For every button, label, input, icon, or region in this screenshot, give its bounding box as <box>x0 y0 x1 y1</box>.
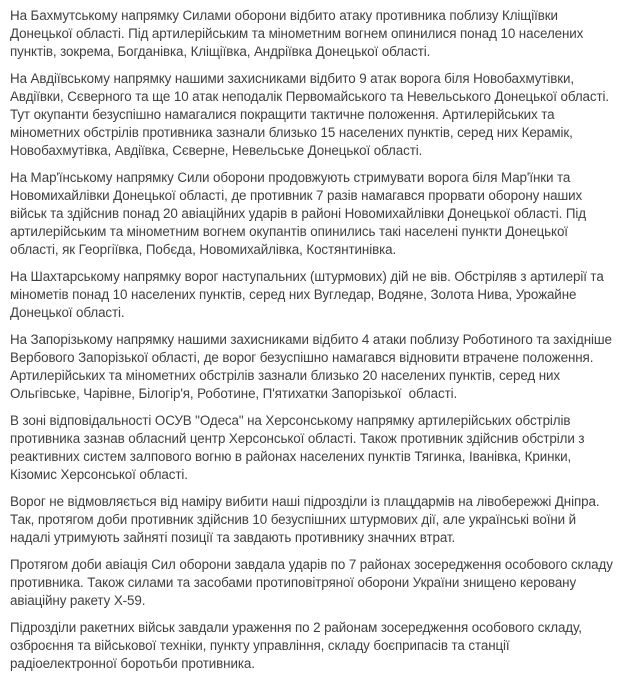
report-paragraph-dnipro-bridgeheads: Ворог не відмовляється від наміру вибити наші підрозділи із плацдармів на лівобережжі Дніпра. Так, протягом доби противник здійснив 10 безуспішних штурмових дії, але українські воїни й надалі утримують зайняті позиції та завдають противнику значних втрат. <box>10 494 604 545</box>
report-paragraph-kherson: В зоні відповідальності ОСУВ "Одеса" на Херсонському напрямку артилерійських обстрілів противника зазнав обласний центр Херсонської області. Також противник здійснив обстріли з реактивних систем залпового вогню в районах населених пунктів Тягинка, Іванівка, Кринки, Кізомис Херсонської області. <box>10 413 588 482</box>
report-paragraph-missile-forces: Підрозділи ракетних військ завдали ураження по 2 районам зосередження особового складу, озброєння та військової техніки, пункту управління, складу боєприпасів та станції радіоелектронної боротьби противника. <box>10 620 586 671</box>
report-paragraph-bakhmut: На Бахмутському напрямку Силами оборони відбито атаку противника поблизу Кліщіївки Донецької області. Під артилерійським та мінометним вогнем опинилися понад 10 населених пунктів, зокрема, Богданівка, Кліщіївка, Андріївка Донецької області. <box>10 8 587 59</box>
report-paragraph-zaporizhzhia: На Запорізькому напрямку нашими захисниками відбито 4 атаки поблизу Роботиного та західніше Вербового Запорізької області, де ворог безуспішно намагався відновити втрачене положення. Артилерійських та мінометних обстрілів зазнали близько 20 населених пунктів, серед них Ольгівське, Чарівне, Білогір'я, Роботине, П'ятихатки Запорізької області. <box>10 332 616 401</box>
report-paragraph-avdiivka: На Авдіївському напрямку нашими захисниками відбито 9 атак ворога біля Новобахмутівки, Авдіївки, Сєверного та ще 10 атак неподалік Первомайського та Невельського Донецької області. Тут окупанти безуспішно намагалися покращити тактичне положення. Артилерійських та мінометних обстрілів противника зазнали близько 15 населених пунктів, серед них Керамік, Новобахмутівка, Авдіївка, Сєверне, Невельське Донецької області. <box>10 71 613 158</box>
report-paragraph-shakhtarsk: На Шахтарському напрямку ворог наступальних (штурмових) дій не вів. Обстріляв з артилерії та мінометів понад 10 населених пунктів, серед них Вугледар, Водяне, Золота Нива, Урожайне Донецької області. <box>10 269 608 320</box>
report-paragraph-marinka: На Мар'їнському напрямку Сили оборони продовжують стримувати ворога біля Мар'їнки та Новомихайлівки Донецької області, де противник 7 разів намагався прорвати оборону наших військ та здійснив понад 20 авіаційних ударів в районі Новомихайлівки Донецької області. Під артилерійським та мінометним вогнем окупантів опинились такі населені пункти Донецької області, як Георгіївка, Побєда, Новомихайлівка, Костянтинівка. <box>10 170 590 257</box>
report-paragraph-aviation: Протягом доби авіація Сил оборони завдала ударів по 7 районах зосередження особового складу противника. Також силами та засобами протиповітряної оборони України знищено керовану авіаційну ракету Х-59. <box>10 557 617 608</box>
